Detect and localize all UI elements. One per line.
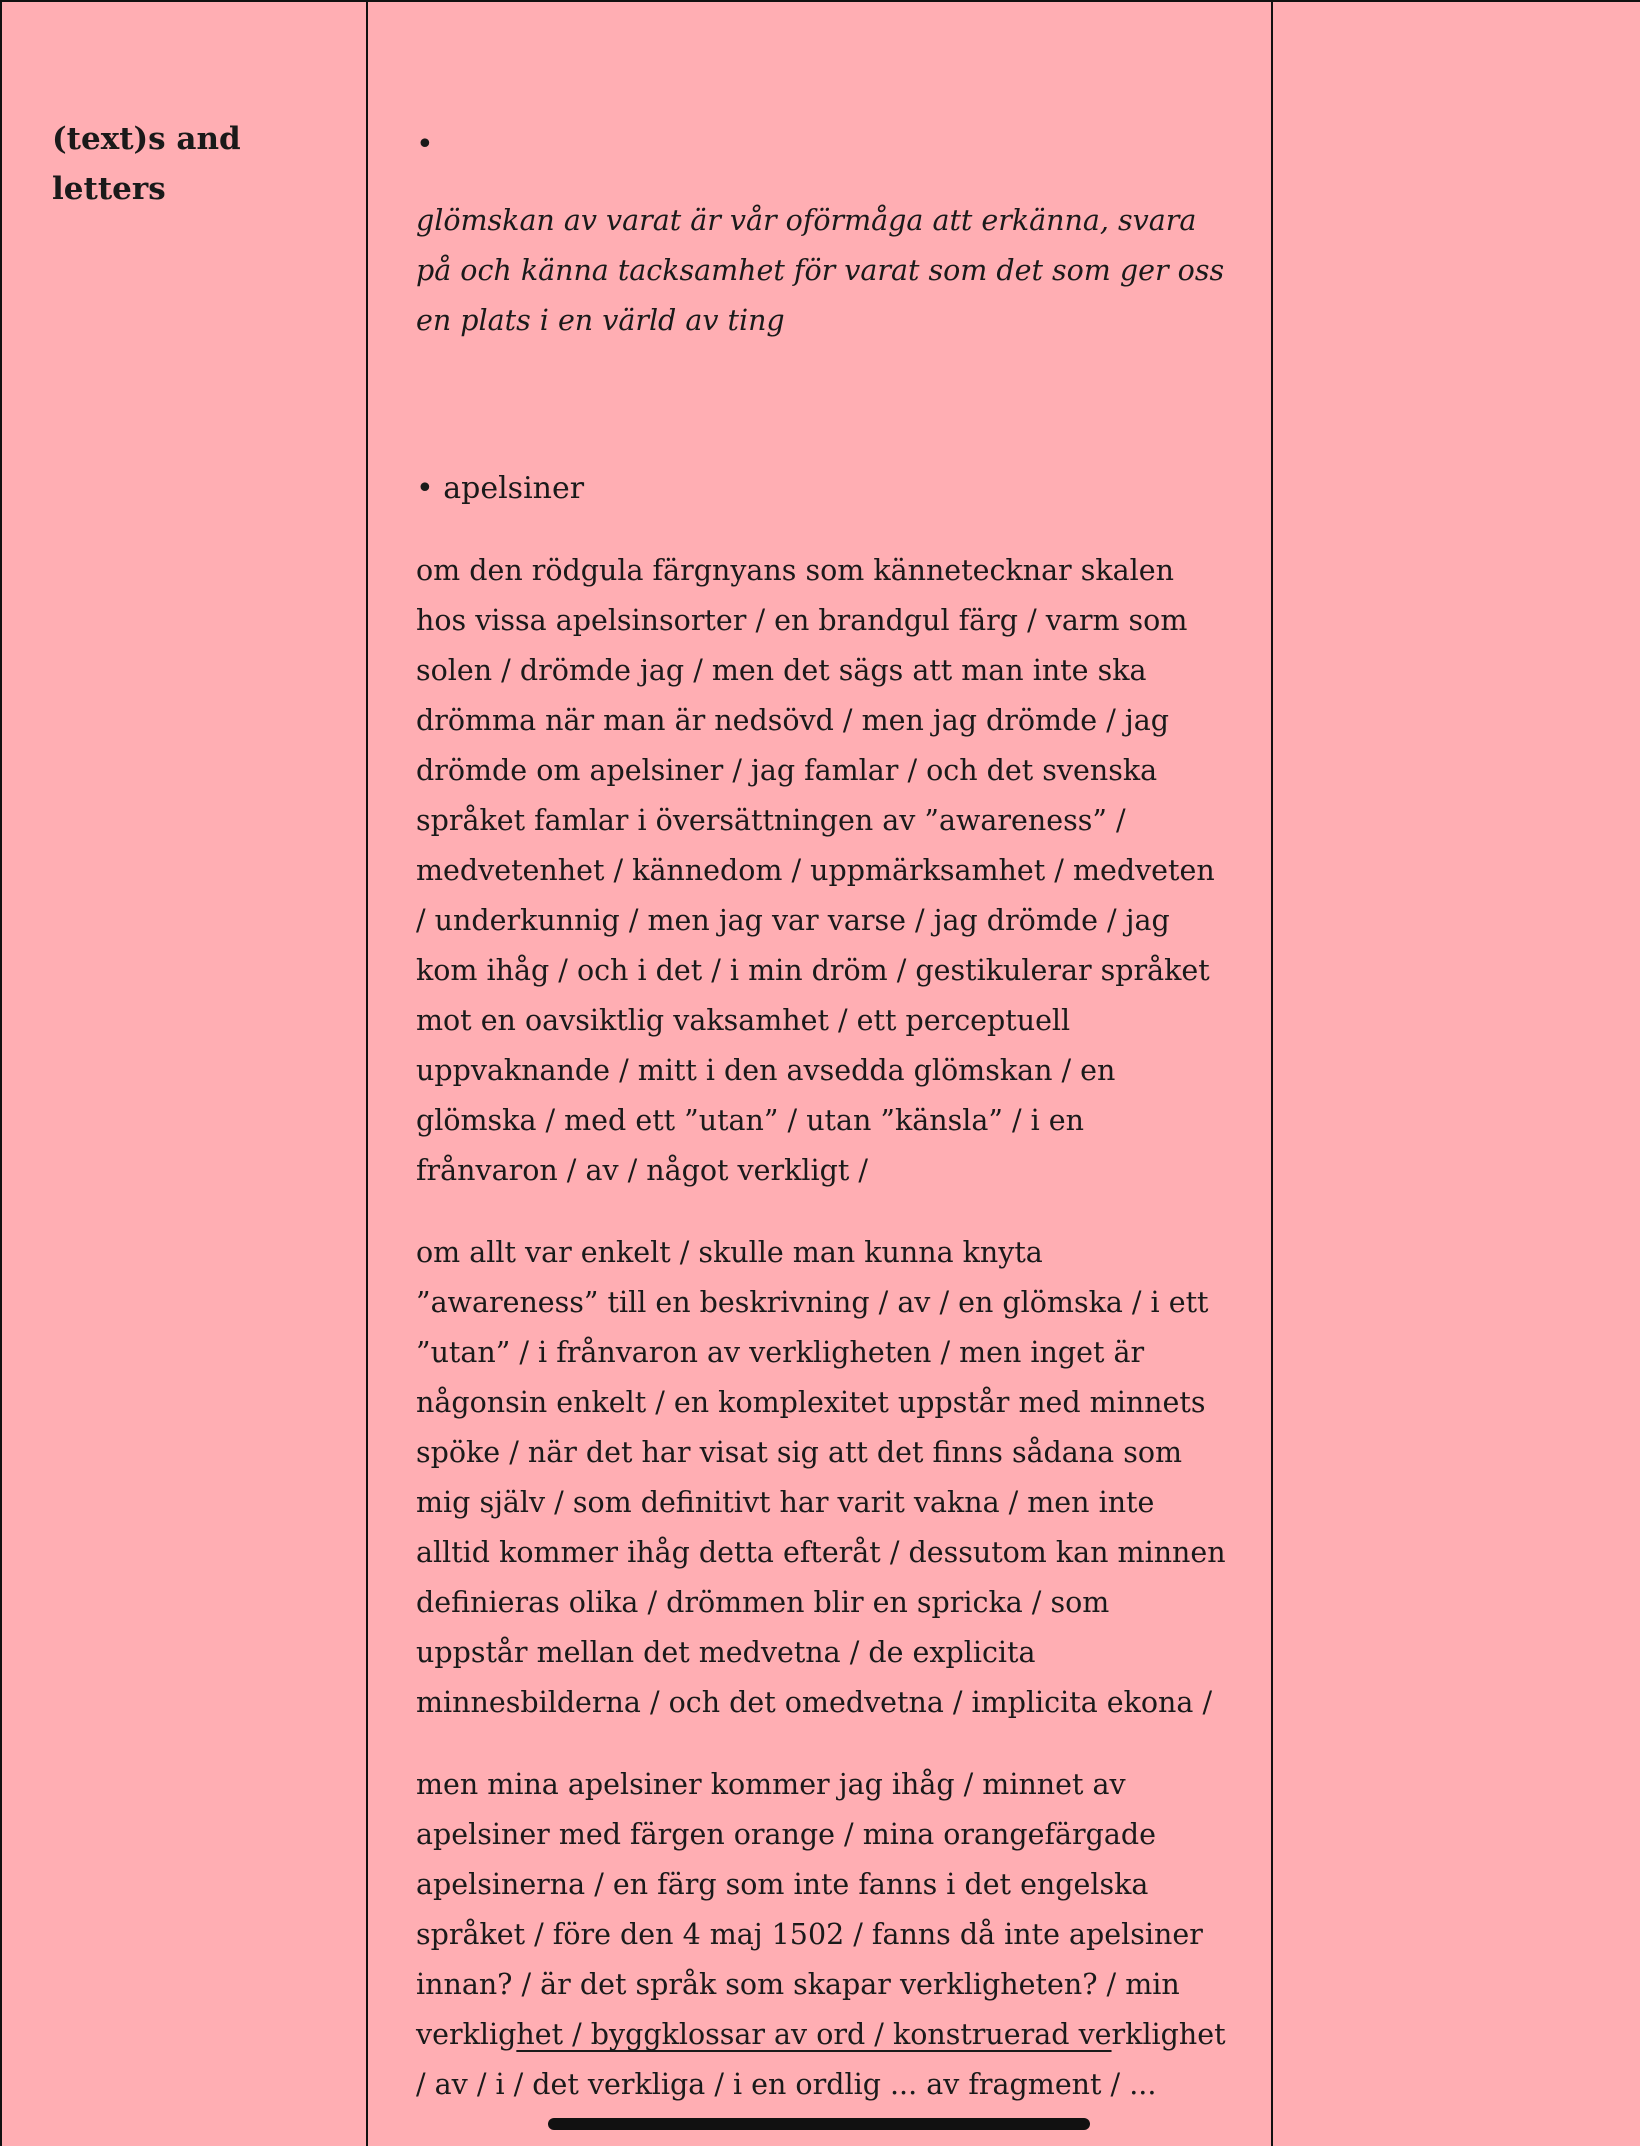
paragraph-2: om allt var enkelt / skulle man kunna knyta ”awareness” till en beskrivning / av / en glömska / i ett ”utan” / i frånvaron av verkligheten / men inget är någonsin enkelt / en komplexitet uppstår med minnets spöke / när det har visat sig att det finns sådana som mig själv / som definitivt har varit vakna / men inte alltid kommer ihåg detta efteråt / dessutom kan minnen definieras olika / drömmen blir en spricka / som uppstår mellan det medvetna / de explicita minnesbilderna / och det omedvetna / implicita ekona / <box>416 1236 1226 1719</box>
left-column <box>2 2 368 2146</box>
paragraph-3-end: rklighet / av / i / det verkliga / i en ordlig ... av fragment / ... <box>416 2018 1226 2101</box>
main-column <box>368 2 1273 2146</box>
paragraph-1: om den rödgula färgnyans som kännetecknar skalen hos vissa apelsinsorter / en brandgul färg / varm som solen / drömde jag / men det sägs att man inte ska drömma när man är nedsövd / men jag drömde / jag drömde om apelsiner / jag famlar / och det svenska språket famlar i översättningen av ”awareness” / medvetenhet / kännedom / uppmärksamhet / medveten / underkunnig / men jag var varse / jag drömde / jag kom ihåg / och i det / i min dröm / gestikulerar språket mot en oavsiktlig vaksamhet / ett perceptuell uppvaknande / mitt i den avsedda glömskan / en glömska / med ett ”utan” / utan ”känsla” / i en frånvaron / av / något verkligt / <box>416 554 1215 1187</box>
section-label: (text)s and letters <box>52 121 241 207</box>
right-column <box>1273 2 1640 2146</box>
spacer <box>416 346 1227 464</box>
paragraph-3 <box>416 1760 1227 2110</box>
paragraph-3-start: men mina apelsiner kommer jag ihåg / minnet av apelsiner med färgen orange / mina orangefärgade apelsinerna / en färg som inte fanns i det engelska språket / före den 4 maj 1502 / fanns då inte apelsiner innan? / är det språk som skapar verkligheten? / min verklig <box>416 1768 1203 2051</box>
scroll-cut-bar <box>548 2118 1090 2130</box>
bullet-empty: • <box>416 127 434 162</box>
paragraph-3-underlined: het / byggklossar av ord / konstruerad ve <box>516 2018 1112 2051</box>
quote-text: glömskan av varat är vår oförmåga att erkänna, svara på och känna tacksamhet för varat som det som ger oss en plats i en värld av ting <box>416 204 1225 337</box>
bullet-apelsiner: • apelsiner <box>416 471 585 506</box>
